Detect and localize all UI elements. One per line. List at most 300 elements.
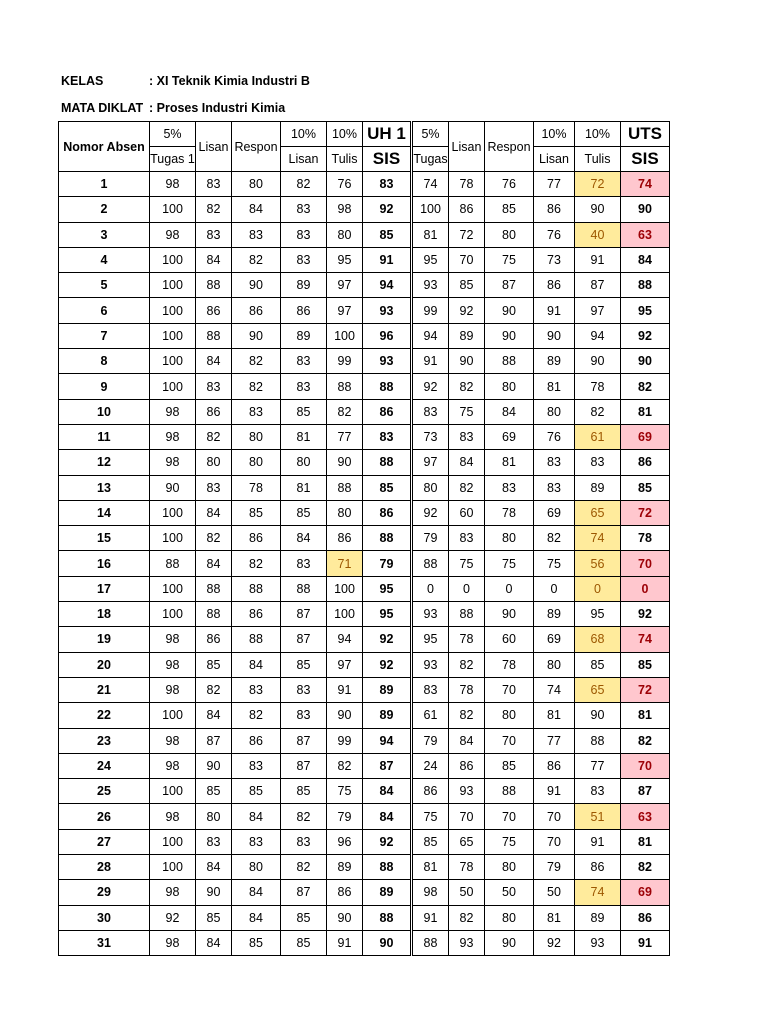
nomor-absen-cell: 28 xyxy=(59,855,150,880)
uts-tulis-cell: 95 xyxy=(575,602,621,627)
uts-lisan-cell: 60 xyxy=(449,500,485,525)
uts-tulis-cell: 86 xyxy=(575,855,621,880)
table-row xyxy=(59,880,670,905)
uh-sis-cell: 85 xyxy=(363,222,412,247)
uh-sis-cell: 96 xyxy=(363,323,412,348)
uh-sis-cell: 91 xyxy=(363,247,412,272)
uts-lisan-cell: 70 xyxy=(449,804,485,829)
uts-lisan2-cell: 83 xyxy=(534,450,575,475)
uh-respon-cell: 84 xyxy=(232,652,281,677)
uts-sis-cell: 86 xyxy=(621,905,670,930)
uh-lisan-cell: 86 xyxy=(196,399,232,424)
uh-lisan2-cell: 82 xyxy=(281,172,327,197)
uh-tugas-cell: 100 xyxy=(150,500,196,525)
uts-lisan-cell: 78 xyxy=(449,855,485,880)
uts-sis-cell: 92 xyxy=(621,323,670,348)
class-label: KELAS xyxy=(61,74,104,88)
nomor-absen-cell: 27 xyxy=(59,829,150,854)
uts-lisan-cell: 75 xyxy=(449,551,485,576)
uh-lisan-cell: 88 xyxy=(196,576,232,601)
uh-respon-cell: 88 xyxy=(232,576,281,601)
uts-lisan2-cell: 76 xyxy=(534,424,575,449)
uts-tugas-cell: 93 xyxy=(412,602,449,627)
uts-lisan-cell: 78 xyxy=(449,677,485,702)
uts-respon-cell: 81 xyxy=(485,450,534,475)
uh-tugas-cell: 88 xyxy=(150,551,196,576)
nomor-absen-cell: 24 xyxy=(59,753,150,778)
uts-respon-header: Respon xyxy=(485,122,534,172)
nomor-absen-cell: 3 xyxy=(59,222,150,247)
uts-respon-cell: 70 xyxy=(485,804,534,829)
table-row xyxy=(59,652,670,677)
uh-sis-cell: 88 xyxy=(363,905,412,930)
uts-sis-cell: 69 xyxy=(621,880,670,905)
uh-tugas-cell: 98 xyxy=(150,222,196,247)
uts-tugas-cell: 92 xyxy=(412,374,449,399)
uts-lisan2-cell: 92 xyxy=(534,930,575,955)
uts-lisan2-cell: 77 xyxy=(534,172,575,197)
table-row xyxy=(59,829,670,854)
uh-respon-cell: 85 xyxy=(232,930,281,955)
uh-respon-cell: 86 xyxy=(232,298,281,323)
uts-lisan2-pct: 10% xyxy=(534,122,575,147)
uh-lisan2-cell: 86 xyxy=(281,298,327,323)
uts-sis-cell: 90 xyxy=(621,349,670,374)
uts-lisan-cell: 78 xyxy=(449,172,485,197)
uh-tulis-cell: 86 xyxy=(327,526,363,551)
uts-lisan2-cell: 91 xyxy=(534,298,575,323)
uts-tugas-cell: 24 xyxy=(412,753,449,778)
table-row xyxy=(59,779,670,804)
table-row xyxy=(59,576,670,601)
table-row xyxy=(59,500,670,525)
uh-lisan2-cell: 83 xyxy=(281,222,327,247)
uh-lisan2-cell: 83 xyxy=(281,374,327,399)
uh-tugas-cell: 100 xyxy=(150,576,196,601)
uh-lisan2-cell: 87 xyxy=(281,753,327,778)
uts-lisan-header: Lisan xyxy=(449,122,485,172)
uh-tugas-cell: 100 xyxy=(150,602,196,627)
uts-sis-cell: 82 xyxy=(621,728,670,753)
uts-respon-cell: 85 xyxy=(485,197,534,222)
uts-tugas-header: Tugas xyxy=(412,147,449,172)
uts-lisan2-cell: 89 xyxy=(534,602,575,627)
uts-respon-cell: 88 xyxy=(485,779,534,804)
table-row xyxy=(59,703,670,728)
uts-respon-cell: 0 xyxy=(485,576,534,601)
uts-lisan2-cell: 90 xyxy=(534,323,575,348)
uh-tulis-cell: 86 xyxy=(327,880,363,905)
uh-lisan-cell: 84 xyxy=(196,349,232,374)
uh1-title: UH 1 xyxy=(363,122,412,147)
uh-lisan2-cell: 85 xyxy=(281,399,327,424)
table-row xyxy=(59,627,670,652)
uts-respon-cell: 80 xyxy=(485,222,534,247)
uts-lisan2-cell: 75 xyxy=(534,551,575,576)
uh-tulis-pct: 10% xyxy=(327,122,363,147)
uh-tugas-cell: 100 xyxy=(150,374,196,399)
nomor-absen-cell: 22 xyxy=(59,703,150,728)
subject-info xyxy=(61,101,285,115)
uh-lisan2-cell: 85 xyxy=(281,779,327,804)
uh-lisan2-pct: 10% xyxy=(281,122,327,147)
table-row xyxy=(59,298,670,323)
uh-tulis-cell: 90 xyxy=(327,703,363,728)
uts-lisan-cell: 89 xyxy=(449,323,485,348)
uts-tugas-cell: 0 xyxy=(412,576,449,601)
uts-tulis-cell: 0 xyxy=(575,576,621,601)
uh-lisan-cell: 82 xyxy=(196,526,232,551)
uts-tugas-cell: 80 xyxy=(412,475,449,500)
uts-tulis-cell: 65 xyxy=(575,677,621,702)
uts-respon-cell: 78 xyxy=(485,500,534,525)
table-row xyxy=(59,172,670,197)
uh-respon-cell: 85 xyxy=(232,500,281,525)
uts-sis-cell: 72 xyxy=(621,500,670,525)
uts-tulis-cell: 87 xyxy=(575,273,621,298)
uts-tugas-cell: 98 xyxy=(412,880,449,905)
uh-tugas-cell: 100 xyxy=(150,855,196,880)
uts-sis-cell: 70 xyxy=(621,753,670,778)
uh-respon-cell: 78 xyxy=(232,475,281,500)
uts-lisan-cell: 93 xyxy=(449,930,485,955)
uts-tulis-header: Tulis xyxy=(575,147,621,172)
grades-table xyxy=(58,121,670,956)
uh-lisan2-cell: 83 xyxy=(281,551,327,576)
uts-tulis-cell: 88 xyxy=(575,728,621,753)
uh-tugas-cell: 100 xyxy=(150,703,196,728)
uh-tugas-cell: 98 xyxy=(150,424,196,449)
uh-lisan2-cell: 80 xyxy=(281,450,327,475)
uts-lisan2-cell: 70 xyxy=(534,829,575,854)
uh-lisan2-cell: 89 xyxy=(281,323,327,348)
uts-tulis-cell: 89 xyxy=(575,475,621,500)
uts-respon-cell: 75 xyxy=(485,551,534,576)
uts-respon-cell: 70 xyxy=(485,728,534,753)
uts-lisan-cell: 78 xyxy=(449,627,485,652)
nomor-absen-cell: 8 xyxy=(59,349,150,374)
uh-tulis-cell: 90 xyxy=(327,450,363,475)
uh-respon-cell: 84 xyxy=(232,197,281,222)
uh-sis-cell: 92 xyxy=(363,197,412,222)
uts-lisan-cell: 82 xyxy=(449,905,485,930)
nomor-absen-cell: 16 xyxy=(59,551,150,576)
table-row xyxy=(59,323,670,348)
uts-lisan2-cell: 86 xyxy=(534,197,575,222)
uh-tugas-cell: 98 xyxy=(150,677,196,702)
nomor-absen-cell: 5 xyxy=(59,273,150,298)
nomor-absen-cell: 21 xyxy=(59,677,150,702)
table-row xyxy=(59,222,670,247)
uh-lisan-cell: 88 xyxy=(196,273,232,298)
uh-tugas-cell: 98 xyxy=(150,172,196,197)
uh-respon-cell: 80 xyxy=(232,450,281,475)
uts-tulis-cell: 93 xyxy=(575,930,621,955)
uh-tulis-cell: 82 xyxy=(327,753,363,778)
uts-lisan-cell: 65 xyxy=(449,829,485,854)
uts-tulis-cell: 74 xyxy=(575,880,621,905)
table-row xyxy=(59,273,670,298)
uh-respon-cell: 84 xyxy=(232,905,281,930)
uts-tugas-cell: 81 xyxy=(412,222,449,247)
uh-sis-cell: 85 xyxy=(363,475,412,500)
uh-sis-cell: 88 xyxy=(363,526,412,551)
uts-tugas-cell: 79 xyxy=(412,728,449,753)
uts-respon-cell: 90 xyxy=(485,602,534,627)
nomor-absen-header: Nomor Absen xyxy=(59,122,150,172)
header-row-2 xyxy=(59,147,670,172)
uh-lisan-cell: 84 xyxy=(196,855,232,880)
uts-tulis-cell: 83 xyxy=(575,779,621,804)
uh-tulis-cell: 98 xyxy=(327,197,363,222)
uts-sis-cell: 69 xyxy=(621,424,670,449)
uts-respon-cell: 80 xyxy=(485,374,534,399)
uts-sis-cell: 87 xyxy=(621,779,670,804)
uts-lisan-cell: 82 xyxy=(449,703,485,728)
uts-lisan-cell: 90 xyxy=(449,349,485,374)
uh-respon-cell: 82 xyxy=(232,551,281,576)
uh-lisan-cell: 83 xyxy=(196,829,232,854)
uh-sis-cell: 84 xyxy=(363,804,412,829)
nomor-absen-cell: 11 xyxy=(59,424,150,449)
uts-respon-cell: 80 xyxy=(485,905,534,930)
uh-sis-cell: 79 xyxy=(363,551,412,576)
uh-respon-cell: 83 xyxy=(232,677,281,702)
uts-lisan-cell: 84 xyxy=(449,450,485,475)
uts-sis-cell: 92 xyxy=(621,602,670,627)
uts-tugas-cell: 93 xyxy=(412,273,449,298)
uh-lisan2-cell: 89 xyxy=(281,273,327,298)
table-row xyxy=(59,905,670,930)
uh-tulis-cell: 80 xyxy=(327,222,363,247)
uh-tugas-cell: 100 xyxy=(150,298,196,323)
uh-sis-cell: 87 xyxy=(363,753,412,778)
uts-sis-cell: 86 xyxy=(621,450,670,475)
nomor-absen-cell: 1 xyxy=(59,172,150,197)
uh-lisan2-cell: 83 xyxy=(281,197,327,222)
uts-sis-cell: 81 xyxy=(621,399,670,424)
uh-tugas-cell: 98 xyxy=(150,804,196,829)
uh-tugas-cell: 98 xyxy=(150,399,196,424)
uts-respon-cell: 88 xyxy=(485,349,534,374)
uts-sis-cell: 81 xyxy=(621,703,670,728)
uts-tulis-cell: 65 xyxy=(575,500,621,525)
uh-tugas-cell: 98 xyxy=(150,728,196,753)
uh-lisan2-cell: 87 xyxy=(281,728,327,753)
nomor-absen-cell: 29 xyxy=(59,880,150,905)
uts-tugas-cell: 86 xyxy=(412,779,449,804)
nomor-absen-cell: 31 xyxy=(59,930,150,955)
uts-sis-cell: 90 xyxy=(621,197,670,222)
uts-sis-header: SIS xyxy=(621,147,670,172)
table-row xyxy=(59,804,670,829)
uh-sis-cell: 83 xyxy=(363,424,412,449)
uts-tugas-cell: 79 xyxy=(412,526,449,551)
uts-respon-cell: 70 xyxy=(485,677,534,702)
uh-sis-cell: 95 xyxy=(363,576,412,601)
uh-lisan2-cell: 87 xyxy=(281,602,327,627)
uh-lisan2-cell: 84 xyxy=(281,526,327,551)
uh-respon-cell: 83 xyxy=(232,829,281,854)
uh-sis-cell: 88 xyxy=(363,450,412,475)
subject-value: : Proses Industri Kimia xyxy=(149,101,286,115)
uh-tulis-header: Tulis xyxy=(327,147,363,172)
uts-tulis-cell: 56 xyxy=(575,551,621,576)
uh-lisan2-cell: 85 xyxy=(281,652,327,677)
uh-lisan-cell: 84 xyxy=(196,247,232,272)
uts-sis-cell: 74 xyxy=(621,172,670,197)
uh-sis-cell: 88 xyxy=(363,855,412,880)
uh-lisan-cell: 85 xyxy=(196,779,232,804)
nomor-absen-cell: 2 xyxy=(59,197,150,222)
uh-sis-header: SIS xyxy=(363,147,412,172)
table-row xyxy=(59,551,670,576)
uh-respon-cell: 86 xyxy=(232,728,281,753)
uh-tulis-cell: 97 xyxy=(327,652,363,677)
nomor-absen-cell: 7 xyxy=(59,323,150,348)
uts-tulis-pct: 10% xyxy=(575,122,621,147)
uh-tulis-cell: 88 xyxy=(327,374,363,399)
nomor-absen-cell: 18 xyxy=(59,602,150,627)
uh-lisan-cell: 84 xyxy=(196,930,232,955)
uh-respon-cell: 84 xyxy=(232,804,281,829)
uts-tulis-cell: 91 xyxy=(575,829,621,854)
uts-lisan2-cell: 76 xyxy=(534,222,575,247)
table-row xyxy=(59,753,670,778)
uh-sis-cell: 86 xyxy=(363,500,412,525)
uh-tugas-cell: 98 xyxy=(150,930,196,955)
uts-tugas-cell: 83 xyxy=(412,677,449,702)
uts-tulis-cell: 85 xyxy=(575,652,621,677)
uts-tulis-cell: 68 xyxy=(575,627,621,652)
uh-sis-cell: 95 xyxy=(363,602,412,627)
uh-sis-cell: 92 xyxy=(363,829,412,854)
uts-tugas-cell: 88 xyxy=(412,551,449,576)
uts-tugas-pct: 5% xyxy=(412,122,449,147)
uts-respon-cell: 90 xyxy=(485,298,534,323)
uts-sis-cell: 63 xyxy=(621,222,670,247)
uts-respon-cell: 87 xyxy=(485,273,534,298)
uts-tulis-cell: 83 xyxy=(575,450,621,475)
uts-tugas-cell: 95 xyxy=(412,627,449,652)
uts-lisan-cell: 82 xyxy=(449,475,485,500)
uh-tulis-cell: 91 xyxy=(327,677,363,702)
uts-sis-cell: 0 xyxy=(621,576,670,601)
table-row xyxy=(59,197,670,222)
nomor-absen-cell: 20 xyxy=(59,652,150,677)
uts-sis-cell: 81 xyxy=(621,829,670,854)
table-row xyxy=(59,247,670,272)
uh-lisan-cell: 85 xyxy=(196,905,232,930)
table-row xyxy=(59,855,670,880)
uh-lisan2-cell: 83 xyxy=(281,829,327,854)
uts-respon-cell: 75 xyxy=(485,829,534,854)
uts-tugas-cell: 99 xyxy=(412,298,449,323)
uh-lisan-cell: 90 xyxy=(196,753,232,778)
uts-lisan2-cell: 77 xyxy=(534,728,575,753)
uts-title: UTS xyxy=(621,122,670,147)
uh-tulis-cell: 89 xyxy=(327,855,363,880)
uts-tulis-cell: 74 xyxy=(575,526,621,551)
uh-tugas-pct: 5% xyxy=(150,122,196,147)
uts-tugas-cell: 94 xyxy=(412,323,449,348)
uts-lisan2-cell: 81 xyxy=(534,905,575,930)
uts-respon-cell: 90 xyxy=(485,323,534,348)
nomor-absen-cell: 4 xyxy=(59,247,150,272)
uts-tugas-cell: 91 xyxy=(412,905,449,930)
uts-sis-cell: 85 xyxy=(621,475,670,500)
uts-tulis-cell: 89 xyxy=(575,905,621,930)
uh-tugas-cell: 100 xyxy=(150,349,196,374)
uh-lisan2-cell: 83 xyxy=(281,247,327,272)
uh-tugas-cell: 98 xyxy=(150,880,196,905)
uh-lisan-cell: 83 xyxy=(196,475,232,500)
uts-tugas-cell: 91 xyxy=(412,349,449,374)
uts-sis-cell: 82 xyxy=(621,374,670,399)
uh-tugas-cell: 100 xyxy=(150,247,196,272)
uh-respon-cell: 90 xyxy=(232,323,281,348)
class-value: : XI Teknik Kimia Industri B xyxy=(149,74,310,88)
uh-lisan2-cell: 83 xyxy=(281,677,327,702)
uh-tulis-cell: 90 xyxy=(327,905,363,930)
uh-lisan2-cell: 88 xyxy=(281,576,327,601)
uts-lisan-cell: 85 xyxy=(449,273,485,298)
uh-respon-cell: 90 xyxy=(232,273,281,298)
uts-lisan2-cell: 50 xyxy=(534,880,575,905)
uh-sis-cell: 89 xyxy=(363,677,412,702)
uh-tugas-cell: 98 xyxy=(150,450,196,475)
uh-lisan-cell: 80 xyxy=(196,450,232,475)
uts-tugas-cell: 73 xyxy=(412,424,449,449)
uh-sis-cell: 84 xyxy=(363,779,412,804)
uh-lisan-cell: 86 xyxy=(196,627,232,652)
uh-lisan2-cell: 81 xyxy=(281,424,327,449)
uts-respon-cell: 50 xyxy=(485,880,534,905)
uts-lisan2-cell: 69 xyxy=(534,500,575,525)
nomor-absen-cell: 9 xyxy=(59,374,150,399)
uh-tugas-cell: 100 xyxy=(150,779,196,804)
uts-tugas-cell: 100 xyxy=(412,197,449,222)
uh-tulis-cell: 96 xyxy=(327,829,363,854)
table-row xyxy=(59,930,670,955)
uh-respon-cell: 80 xyxy=(232,855,281,880)
uts-lisan-cell: 84 xyxy=(449,728,485,753)
uh-tulis-cell: 75 xyxy=(327,779,363,804)
nomor-absen-cell: 26 xyxy=(59,804,150,829)
uh-lisan-cell: 88 xyxy=(196,323,232,348)
uts-sis-cell: 72 xyxy=(621,677,670,702)
uts-sis-cell: 63 xyxy=(621,804,670,829)
nomor-absen-cell: 19 xyxy=(59,627,150,652)
uts-lisan2-header: Lisan xyxy=(534,147,575,172)
uh-lisan-cell: 83 xyxy=(196,374,232,399)
uh-lisan2-cell: 83 xyxy=(281,349,327,374)
uts-tugas-cell: 88 xyxy=(412,930,449,955)
uh-tugas-cell: 100 xyxy=(150,273,196,298)
uh-respon-cell: 80 xyxy=(232,172,281,197)
uh-tulis-cell: 97 xyxy=(327,298,363,323)
uts-respon-cell: 78 xyxy=(485,652,534,677)
table-row xyxy=(59,374,670,399)
uh-lisan-cell: 80 xyxy=(196,804,232,829)
uts-lisan-cell: 82 xyxy=(449,374,485,399)
uh-respon-cell: 83 xyxy=(232,222,281,247)
uts-sis-cell: 82 xyxy=(621,855,670,880)
uts-lisan-cell: 93 xyxy=(449,779,485,804)
uts-lisan2-cell: 69 xyxy=(534,627,575,652)
uh-lisan2-cell: 87 xyxy=(281,627,327,652)
nomor-absen-cell: 6 xyxy=(59,298,150,323)
